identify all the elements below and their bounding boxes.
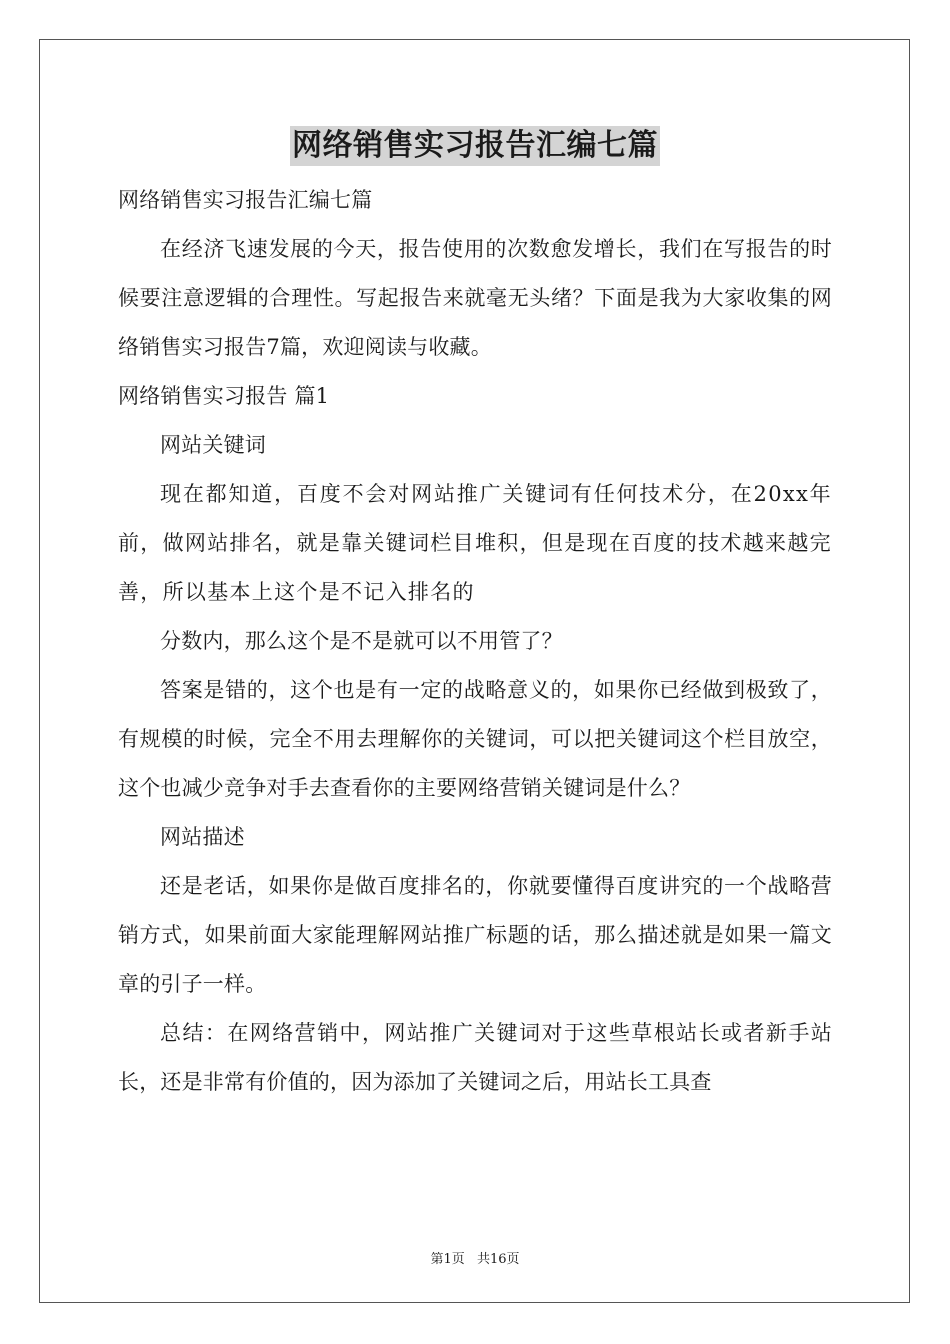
paragraph: 网站关键词: [160, 433, 266, 457]
paragraph: 网络销售实习报告 篇1: [118, 384, 330, 408]
paragraph: 还是老话，如果你是做百度排名的，你就要懂得百度讲究的一个战略营销方式，如果前面大家能理解网站推广标题的话，那么描述就是如果一篇文章的引子一样。: [118, 874, 832, 996]
paragraph: 答案是错的，这个也是有一定的战略意义的，如果你已经做到极致了，有规模的时候，完全不用去理解你的关键词，可以把关键词这个栏目放空，这个也减少竞争对手去查看你的主要网络营销关键词是什么？: [118, 678, 832, 800]
paragraph: 网络销售实习报告汇编七篇: [118, 188, 373, 212]
paragraph: 现在都知道，百度不会对网站推广关键词有任何技术分，在20xx年前，做网站排名，就是靠关键词栏目堆积，但是现在百度的技术越来越完善，所以基本上这个是不记入排名的: [118, 482, 832, 604]
title-area: [0, 126, 950, 166]
page-footer: [0, 1248, 950, 1267]
paragraph: 分数内，那么这个是不是就可以不用管了？: [160, 629, 563, 653]
document-title: 网络销售实习报告汇编七篇: [290, 126, 660, 166]
paragraph: 总结：在网络营销中，网站推广关键词对于这些草根站长或者新手站长，还是非常有价值的，因为添加了关键词之后，用站长工具查: [118, 1021, 832, 1094]
paragraph: 在经济飞速发展的今天，报告使用的次数愈发增长，我们在写报告的时候要注意逻辑的合理性。写起报告来就毫无头绪？下面是我为大家收集的网络销售实习报告7篇，欢迎阅读与收藏。: [118, 237, 832, 359]
page-total: 共16页: [476, 1252, 520, 1267]
paragraph: 网站描述: [160, 825, 245, 849]
page-number: 第1页: [430, 1252, 465, 1267]
document-body: [118, 176, 832, 1107]
